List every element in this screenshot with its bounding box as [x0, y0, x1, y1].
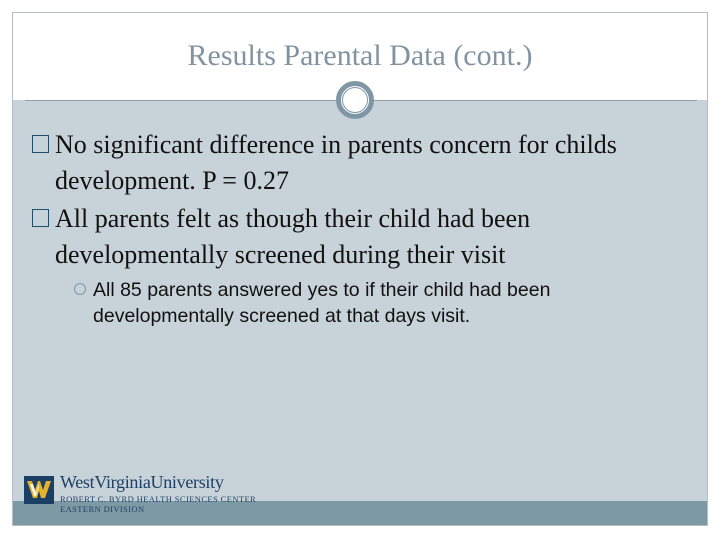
- logo-subtitle: [60, 494, 256, 514]
- circle-ornament-icon: [336, 81, 374, 119]
- wvu-logo: [24, 474, 284, 514]
- logo-subtitle-line1: ROBERT C. BYRD HEALTH SCIENCES CENTER: [60, 494, 257, 504]
- bullet-text: All parents felt as though their child had been developmentally screened during their visit: [55, 204, 531, 269]
- sub-bullet-text: All 85 parents answered yes to if their child had been developmentally screened at that days visit.: [93, 279, 551, 327]
- box-bullet-icon: [32, 135, 49, 153]
- logo-university-name: WestVirginiaUniversity: [60, 472, 224, 492]
- ring-bullet-icon: [74, 283, 86, 295]
- sub-bullet-item: [73, 277, 691, 329]
- slide-title: Results Parental Data (cont.): [187, 39, 533, 72]
- wv-flying-wv-icon: [24, 476, 54, 504]
- bullet-item: [31, 127, 691, 199]
- logo-subtitle-line2: EASTERN DIVISION: [60, 504, 145, 514]
- bullet-list: [31, 127, 691, 329]
- box-bullet-icon: [32, 209, 49, 227]
- bullet-item: [31, 201, 691, 273]
- slide: [12, 12, 708, 526]
- bullet-text: No significant difference in parents concern for childs development. P = 0.27: [55, 130, 617, 195]
